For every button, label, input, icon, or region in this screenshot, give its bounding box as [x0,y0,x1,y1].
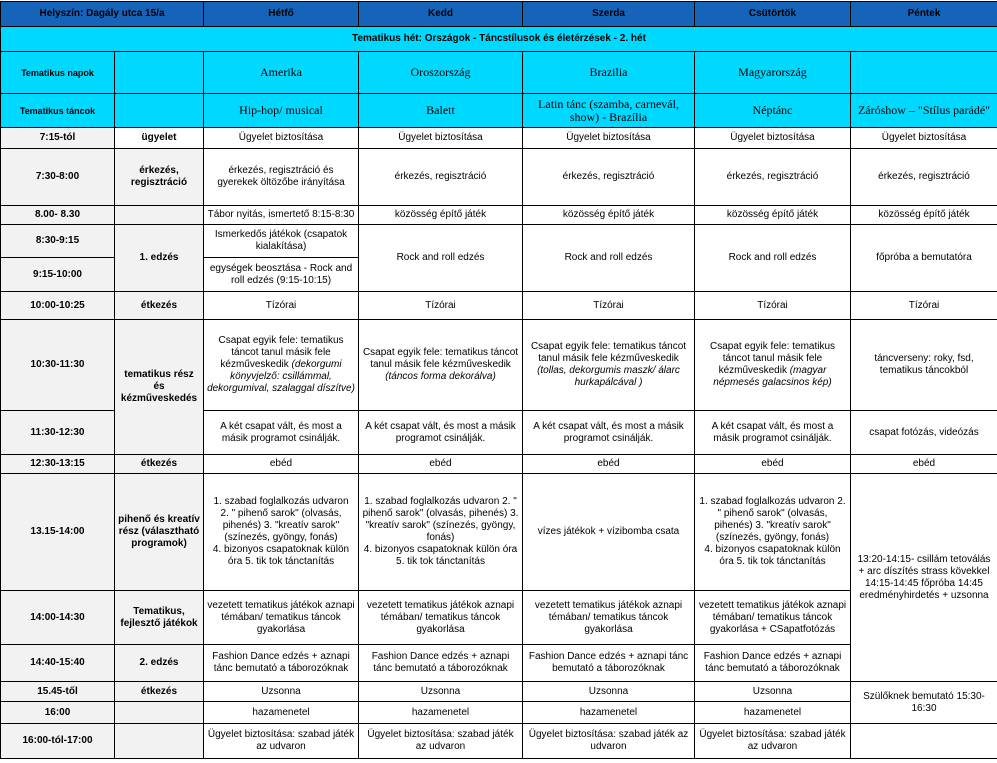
thematic-dance-wednesday: Latin tánc (szamba, carnevál, show) - Brazília [523,94,695,128]
thematic-dances-row [1,94,997,128]
cell-thursday: Fashion Dance edzés + aznapi tánc bemutató a táborozóknak [695,645,851,682]
cell-monday: egységek beosztása - Rock and roll edzés (9:15-10:15) [204,258,359,292]
cell-thursday: vezetett tematikus játékok aznapi témában/ tematikus táncok gyakorlása + CSapatfotózás [695,591,851,645]
time-cell: 15.45-től [1,682,115,702]
thematic-dance-thursday: Néptánc [695,94,851,128]
cell-tuesday: Ügyelet biztosítása [359,128,523,149]
cell-monday: Uzsonna [204,682,359,702]
time-cell: 12:30-13:15 [1,455,115,474]
cell-friday: Tízórai [851,292,997,320]
cell-thursday: Tízórai [695,292,851,320]
cell-text: Csapat egyik fele: tematikus táncot tanul másik fele kézműveskedik [709,341,836,376]
cell-thursday: ebéd [695,455,851,474]
cell-monday: vezetett tematikus játékok aznapi témában/ tematikus táncok gyakorlása [204,591,359,645]
schedule-row [1,320,997,411]
time-cell: 16:00-tól-17:00 [1,724,115,759]
schedule-row [1,724,997,759]
cell-friday: Ügyelet biztosítása [851,128,997,149]
schedule-row [1,225,997,258]
cell-thursday: Ügyelet biztosítása: szabad játék az udvaron [695,724,851,759]
cell-italic-note: (dekorgumi könyvjelző: csillámmal, dekorgumival, szalaggal díszítve) [207,359,355,394]
day-header-wednesday: Szerda [523,2,695,27]
thematic-dance-monday: Hip-hop/ musical [204,94,359,128]
cell-monday: 1. szabad foglalkozás udvaron 2. " pihenő sarok" (olvasás, pihenés) 3. "kreatív sarok" (színezés, gyöngy, fonás) 4. bizonyos csapatoknak külön óra 5. tik tok tánctanítás [204,474,359,591]
thematic-day-tuesday: Oroszország [359,52,523,94]
cell-tuesday: vezetett tematikus játékok aznapi témában/ tematikus táncok gyakorlása [359,591,523,645]
cell-wednesday: Ügyelet biztosítása [523,128,695,149]
time-cell: 14:40-15:40 [1,645,115,682]
thematic-dances-label: Tematikus táncok [1,94,115,128]
schedule-row [1,206,997,225]
cell-italic-note: (tollas, dekorgumis maszk/ álarc hurkapálcával ) [537,365,680,388]
cell-monday: hazamenetel [204,702,359,724]
cell-tuesday: közösség építő játék [359,206,523,225]
cell-friday: 13:20-14:15- csillám tetoválás + arc díszítés strass kövekkel 14:15-14:45 főpróba 14:45 eredményhirdetés + uzsonna [851,474,997,682]
cell-thursday: Ügyelet biztosítása [695,128,851,149]
activity-cell: érkezés, regisztráció [115,149,204,206]
cell-wednesday: vízes játékok + vízibomba csata [523,474,695,591]
thematic-day-friday [851,52,997,94]
cell-text: Csapat egyik fele: tematikus táncot tanul másik fele kézműveskedik [530,341,687,364]
cell-friday: közösség építő játék [851,206,997,225]
cell-monday: Fashion Dance edzés + aznapi tánc bemutató a táborozóknak [204,645,359,682]
thematic-day-wednesday: Brazilia [523,52,695,94]
cell-wednesday: vezetett tematikus játékok aznapi témában/ tematikus táncok gyakorlása [523,591,695,645]
time-cell: 11:30-12:30 [1,411,115,455]
day-header-tuesday: Kedd [359,2,523,27]
cell-monday: ebéd [204,455,359,474]
schedule-row [1,474,997,591]
cell-italic-note: (magyar népmesés galacsinos kép) [713,365,832,388]
cell-thursday: Uzsonna [695,682,851,702]
time-cell: 10:00-10:25 [1,292,115,320]
time-cell: 9:15-10:00 [1,258,115,292]
cell-thursday: 1. szabad foglalkozás udvaron 2. " pihenő sarok" (olvasás, pihenés) 3. "kreatív sarok" (színezés, gyöngy, fonás) 4. bizonyos csapatoknak külön óra 5. tik tok tánctanítás [695,474,851,591]
activity-cell [115,724,204,759]
header-row [1,2,997,27]
cell-monday [204,320,359,411]
cell-friday: érkezés, regisztráció [851,149,997,206]
cell-monday: A két csapat vált, és most a másik programot csinálják. [204,411,359,455]
activity-cell: ügyelet [115,128,204,149]
cell-tuesday: Uzsonna [359,682,523,702]
schedule-row [1,682,997,702]
schedule-row [1,128,997,149]
activity-cell: 1. edzés [115,225,204,292]
schedule-row [1,591,997,645]
thematic-days-label: Tematikus napok [1,52,115,94]
cell-wednesday: közösség építő játék [523,206,695,225]
cell-wednesday: Fashion Dance edzés + aznapi tánc bemutató a táborozóknak [523,645,695,682]
cell-monday: érkezés, regisztráció és gyerekek öltözőbe irányítása [204,149,359,206]
cell-wednesday: ebéd [523,455,695,474]
thematic-dance-tuesday: Balett [359,94,523,128]
cell-friday: főpróba a bemutatóra [851,225,997,292]
time-cell: 7:15-tól [1,128,115,149]
cell-thursday [695,320,851,411]
day-header-friday: Péntek [851,2,997,27]
cell-friday: ebéd [851,455,997,474]
thematic-days-blank [115,52,204,94]
location-header: Helyszín: Dagály utca 15/a [1,2,204,27]
activity-cell [115,206,204,225]
cell-thursday: Rock and roll edzés [695,225,851,292]
cell-monday: Ismerkedős játékok (csapatok kialakítása) [204,225,359,258]
cell-tuesday [359,320,523,411]
cell-wednesday: Ügyelet biztosítása: szabad játék az udvaron [523,724,695,759]
thematic-dance-friday: Záróshow – "Stílus parádé" [851,94,997,128]
schedule-row [1,702,997,724]
cell-monday: Ügyelet biztosítása [204,128,359,149]
time-cell: 7:30-8:00 [1,149,115,206]
cell-friday: Szülőknek bemutató 15:30-16:30 [851,682,997,724]
cell-wednesday: Uzsonna [523,682,695,702]
cell-wednesday: Tízórai [523,292,695,320]
cell-friday [851,724,997,759]
time-cell: 10:30-11:30 [1,320,115,411]
cell-tuesday: Ügyelet biztosítása: szabad játék az udvaron [359,724,523,759]
cell-wednesday: A két csapat vált, és most a másik programot csinálják. [523,411,695,455]
day-header-monday: Hétfő [204,2,359,27]
cell-tuesday: A két csapat vált, és most a másik programot csinálják. [359,411,523,455]
cell-text: Csapat egyik fele: tematikus táncot tanul másik fele kézműveskedik [218,335,344,370]
day-header-thursday: Csütörtök [695,2,851,27]
activity-cell: 2. edzés [115,645,204,682]
activity-cell: étkezés [115,682,204,702]
schedule-table [0,1,997,759]
thematic-days-row [1,52,997,94]
cell-monday: Tábor nyitás, ismertető 8:15-8:30 [204,206,359,225]
cell-friday: táncverseny: roky, fsd, tematikus táncokból [851,320,997,411]
cell-tuesday: Tízórai [359,292,523,320]
thematic-day-monday: Amerika [204,52,359,94]
cell-tuesday: hazamenetel [359,702,523,724]
cell-tuesday: 1. szabad foglalkozás udvaron 2. " pihenő sarok" (olvasás, pihenés) 3. "kreatív sarok" (színezés, gyöngy, fonás) 4. bizonyos csapatoknak külön óra 5. tik tok tánctanítás [359,474,523,591]
cell-wednesday [523,320,695,411]
activity-cell: étkezés [115,292,204,320]
cell-thursday: hazamenetel [695,702,851,724]
cell-wednesday: Rock and roll edzés [523,225,695,292]
theme-row [1,27,997,52]
cell-monday: Tízórai [204,292,359,320]
cell-thursday: A két csapat vált, és most a másik programot csinálják. [695,411,851,455]
theme-title: Tematikus hét: Országok - Táncstílusok és életérzések - 2. hét [1,27,997,52]
cell-tuesday: Fashion Dance edzés + aznapi tánc bemutató a táborozóknak [359,645,523,682]
cell-thursday: érkezés, regisztráció [695,149,851,206]
schedule-row [1,455,997,474]
time-cell: 14:00-14:30 [1,591,115,645]
thematic-day-thursday: Magyarország [695,52,851,94]
cell-wednesday: érkezés, regisztráció [523,149,695,206]
activity-cell: pihenő és kreatív rész (választható programok) [115,474,204,591]
thematic-dances-blank [115,94,204,128]
time-cell: 16:00 [1,702,115,724]
cell-tuesday: Rock and roll edzés [359,225,523,292]
schedule-row [1,645,997,682]
cell-wednesday: hazamenetel [523,702,695,724]
time-cell: 13.15-14:00 [1,474,115,591]
activity-cell: tematikus rész és kézműveskedés [115,320,204,455]
schedule-row [1,292,997,320]
activity-cell: Tematikus, fejlesztő játékok [115,591,204,645]
cell-monday: Ügyelet biztosítása: szabad játék az udvaron [204,724,359,759]
time-cell: 8.00- 8.30 [1,206,115,225]
time-cell: 8:30-9:15 [1,225,115,258]
cell-thursday: közösség építő játék [695,206,851,225]
activity-cell [115,702,204,724]
cell-friday: csapat fotózás, videózás [851,411,997,455]
cell-text: Csapat egyik fele: tematikus táncot tanul másik fele kézműveskedik [362,347,519,370]
activity-cell: étkezés [115,455,204,474]
cell-tuesday: érkezés, regisztráció [359,149,523,206]
cell-tuesday: ebéd [359,455,523,474]
schedule-row [1,149,997,206]
cell-italic-note: (táncos forma dekorálva) [385,371,496,382]
